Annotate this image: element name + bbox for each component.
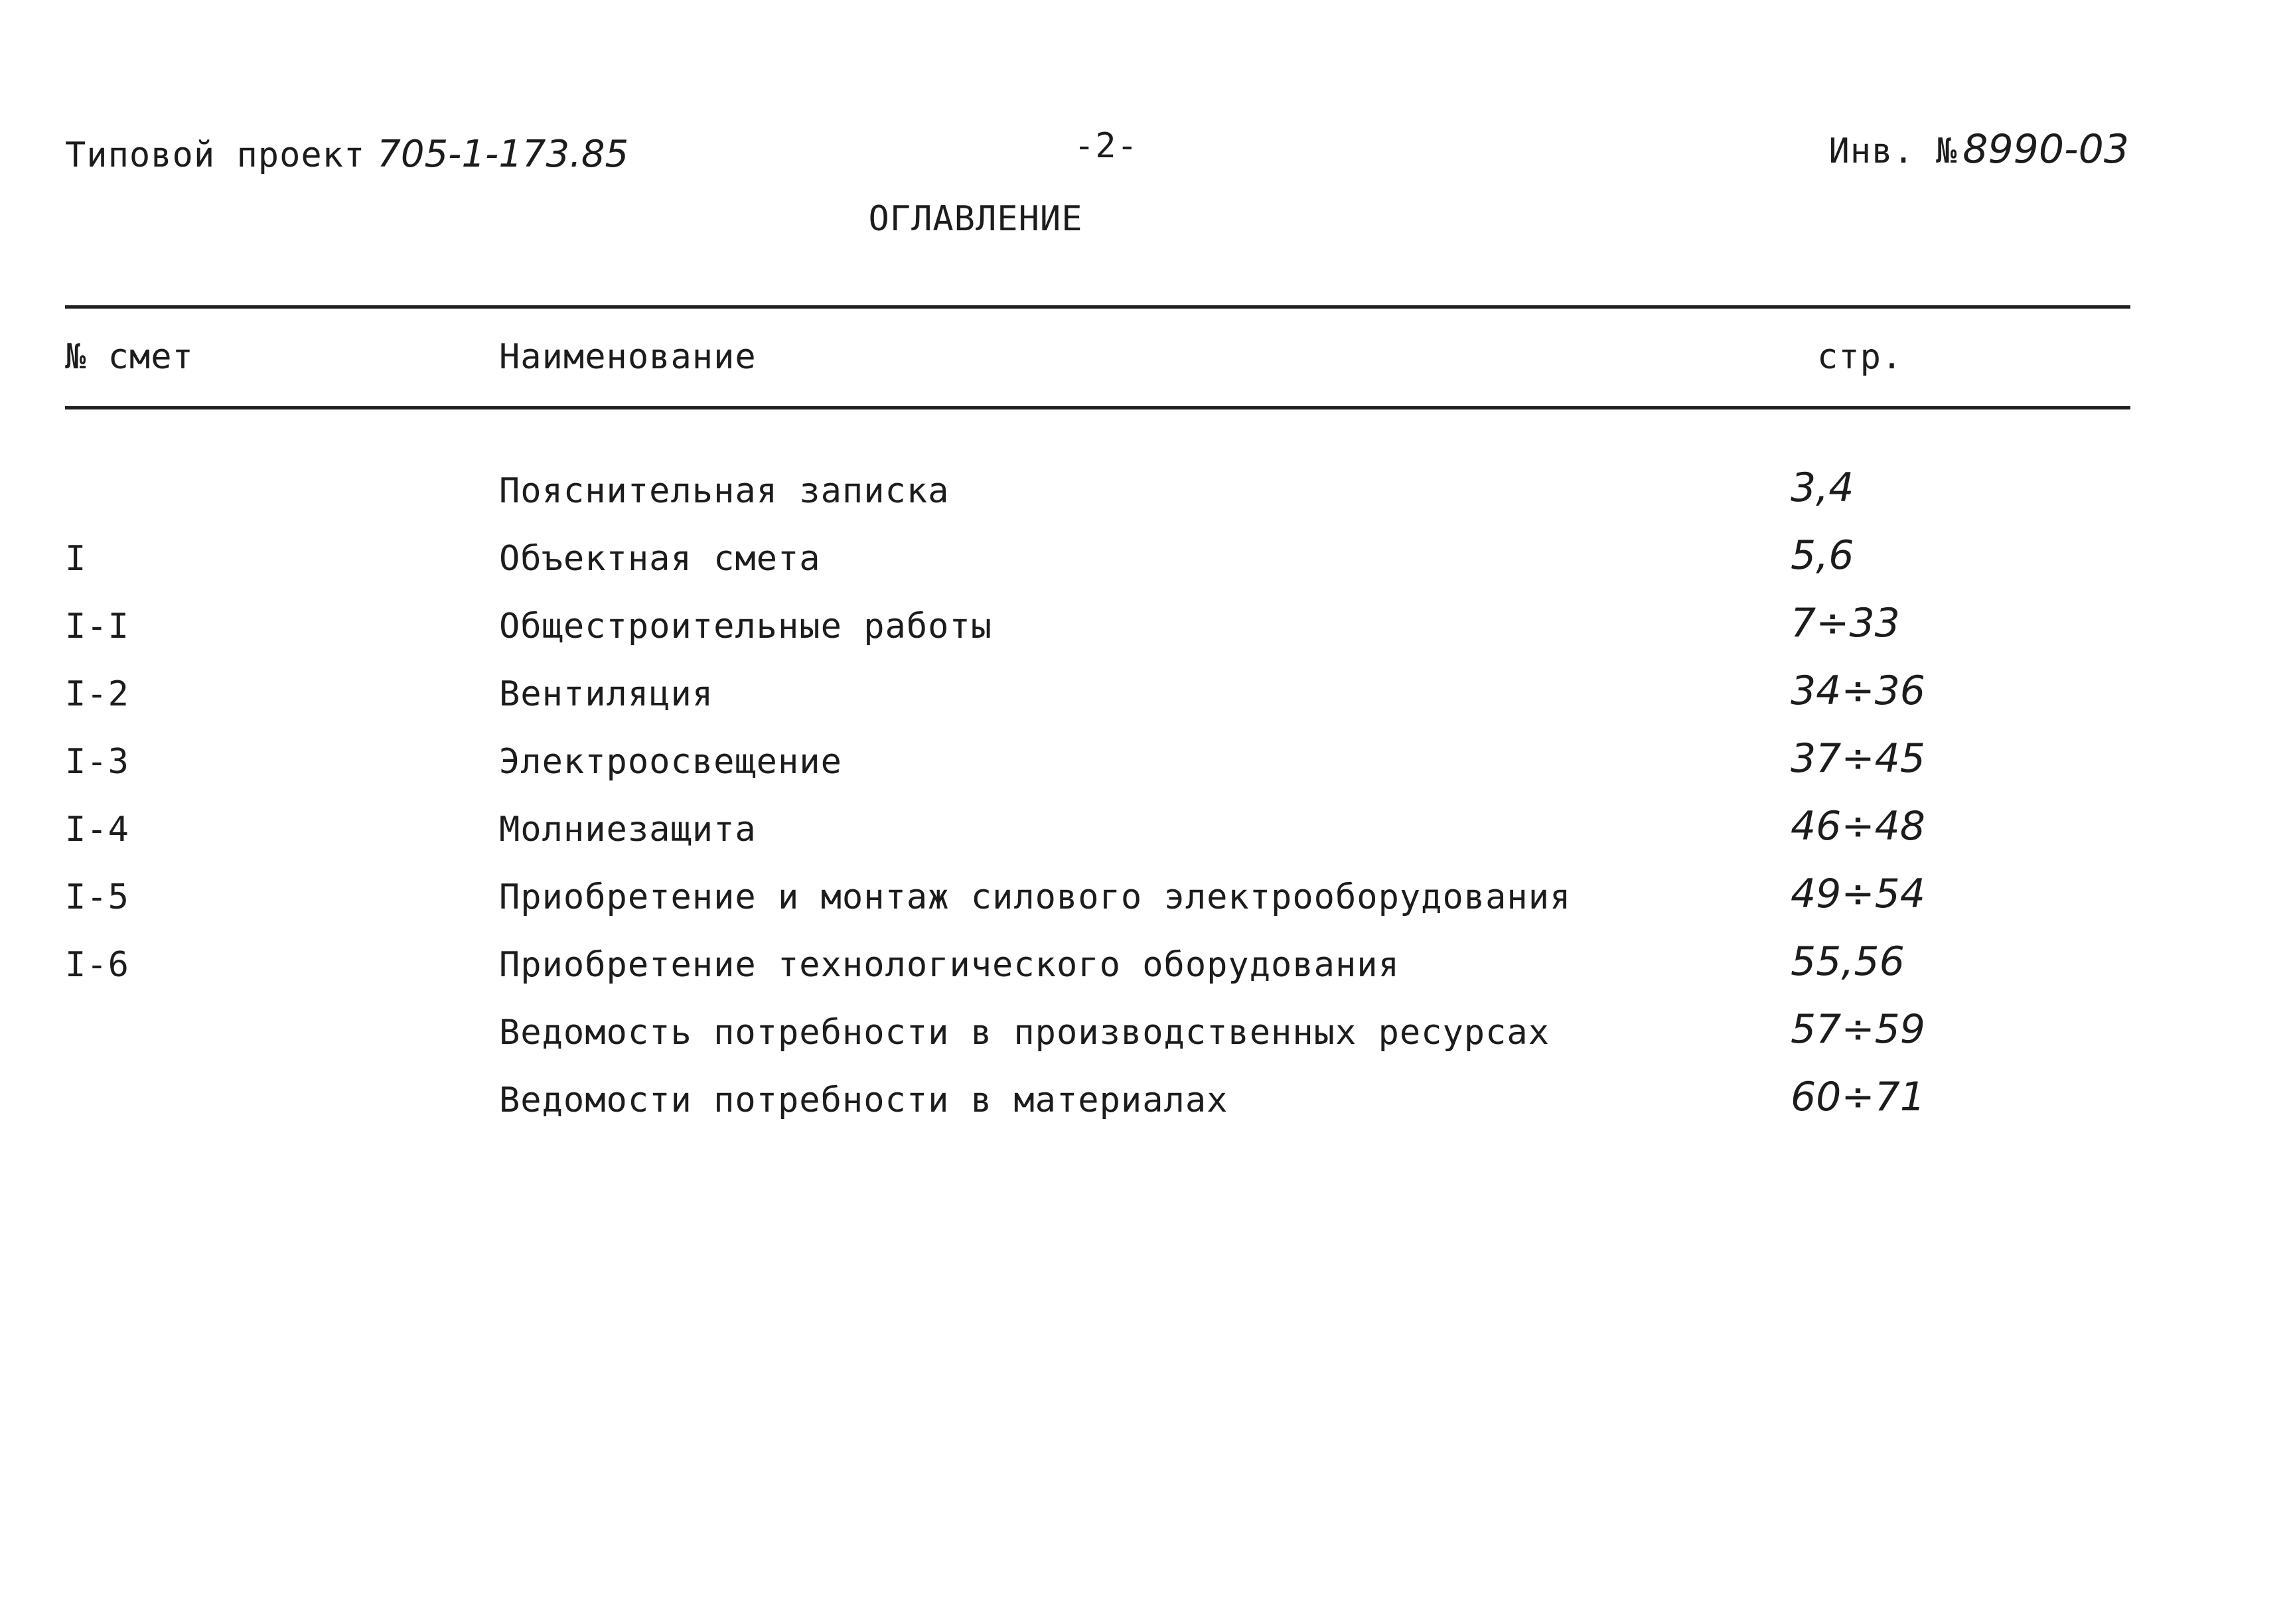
row-name: Ведомость потребности в производственных ресурсах [499, 1013, 1550, 1053]
row-name: Ведомости потребности в материалах [499, 1080, 1228, 1120]
table-row [65, 465, 2130, 532]
row-name: Молниезащита [499, 810, 757, 849]
column-header-number: № смет [65, 337, 194, 377]
table-row [65, 803, 2130, 871]
row-name: Приобретение и монтаж силового электрооборудования [499, 877, 1572, 917]
page-title-block [0, 199, 1951, 239]
row-name: Электроосвещение [499, 742, 842, 782]
table-row [65, 735, 2130, 803]
row-number: I-I [65, 607, 129, 646]
table-row [65, 938, 2130, 1006]
row-page: 49÷54 [1791, 871, 1925, 917]
page-header [65, 126, 2129, 186]
row-number: I-4 [65, 810, 129, 849]
row-number: I-3 [65, 742, 129, 782]
table-row [65, 668, 2130, 735]
toc-table-body [65, 465, 2130, 1142]
row-number: I-5 [65, 877, 129, 917]
table-header-rule [65, 406, 2130, 409]
row-name: Вентиляция [499, 674, 714, 714]
row-name: Приобретение технологического оборудования [499, 945, 1400, 985]
page-title: ОГЛАВЛЕНИЕ [868, 199, 1083, 239]
page-number-block [1074, 126, 1138, 166]
table-row [65, 1006, 2130, 1074]
row-page: 37÷45 [1791, 735, 1925, 782]
column-header-page: стр. [1817, 337, 1903, 377]
row-number: I [65, 539, 87, 579]
row-page: 7÷33 [1791, 600, 1900, 646]
column-header-name: Наименование [499, 337, 757, 377]
row-page: 34÷36 [1791, 668, 1925, 714]
page-number: -2- [1074, 126, 1138, 166]
table-top-rule [65, 305, 2130, 309]
row-page: 57÷59 [1791, 1006, 1925, 1053]
table-row [65, 871, 2130, 938]
table-row [65, 532, 2130, 600]
inventory-reference [1828, 126, 2129, 173]
row-page: 60÷71 [1791, 1074, 1925, 1120]
row-name: Пояснительная записка [499, 471, 950, 511]
project-reference [65, 133, 628, 176]
row-name: Объектная смета [499, 539, 821, 579]
inventory-number: 8990-03 [1962, 126, 2129, 173]
row-number: I-6 [65, 945, 129, 985]
row-number: I-2 [65, 674, 129, 714]
row-page: 3,4 [1791, 465, 1854, 511]
row-page: 5,6 [1791, 532, 1854, 579]
project-label: Типовой проект [65, 135, 366, 175]
row-page: 46÷48 [1791, 803, 1925, 849]
project-number: 705-1-173.85 [377, 133, 629, 176]
row-page: 55,56 [1791, 938, 1905, 985]
table-row [65, 1074, 2130, 1142]
inventory-label: Инв. № [1828, 131, 1958, 171]
row-name: Общестроительные работы [499, 607, 993, 646]
table-row [65, 600, 2130, 668]
